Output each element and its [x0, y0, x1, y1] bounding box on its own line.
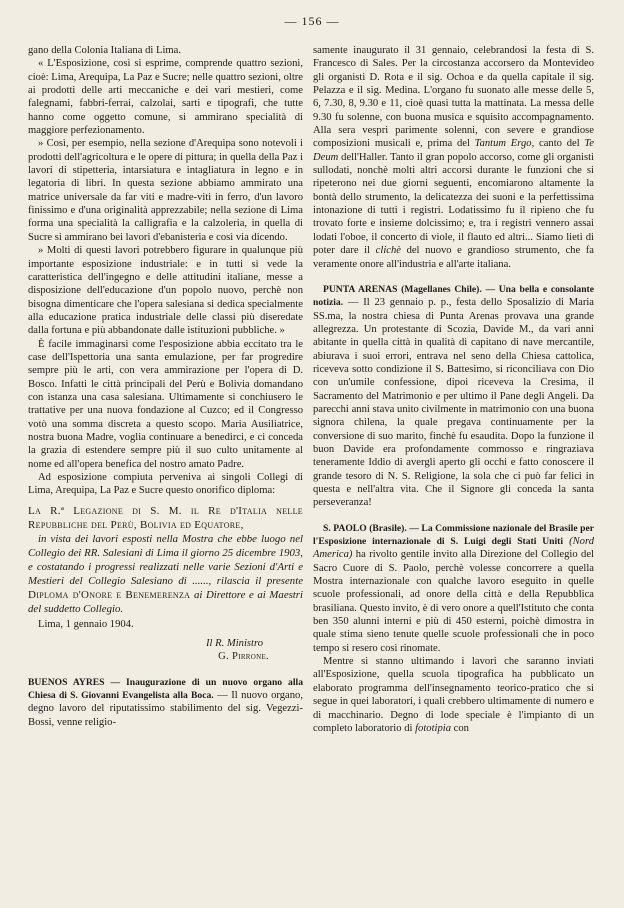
section-s-paolo [313, 522, 594, 655]
diploma-body-rilascia: rilascia il presente [216, 574, 303, 587]
paragraph: » Molti di questi lavori potrebbero figurare in qualunque più importante esposizione industriale: e in tutti si vede la caratteristica dell'ingegno e delle attitudini italiane, messe a disposizione dell'educazione d'un popolo nuovo, perchè non bisogna dimenticare che l'opera salesiana si dedica specialmente alla educazione pratica industriale delle classi più diseredate dalla fortuna e più abbandonate dalle istituzioni pubbliche. » [28, 245, 303, 337]
section-heading: S. PAOLO (Brasile). — La Commissione nazionale del Brasile per l'Esposizione internazionale di S. Luigi degli Stati Uniti [313, 522, 594, 548]
text-run: dell'Haller. Tanto il gran popolo accorso, come gli organisti sullodati, nonchè molti altri accorsi durante le funzioni che si ripeterono nei due giorni seguenti, encomiarono altamente la bontà dello strumento, la delicatezza dei suoni e la perfettissima intonazione di tutti i registri. Lodatissimo fu il ripieno che fu trovato forte e insieme dolcissimo; e, tra i registri vennero assai lodati l'oboe, il concerto di viole, il flauto ed altri... Siamo lieti di poter dare il [313, 151, 594, 257]
text-italic: clichè [375, 245, 401, 257]
text-italic: Tantum Ergo, [474, 138, 535, 150]
diploma-body-italic: in vista dei lavori esposti nella Mostra che ebbe luogo nel Collegio dei RR. Salesiani di Lima il giorno 25 dicembre 1903, e costatando i progressi realizzati nelle varie Sezioni d'Arti e Mestieri del Collegio Salesiano di ......, [28, 532, 303, 587]
right-column [313, 44, 594, 735]
text-run: Mentre si stanno ultimando i lavori che saranno inviati all'Esposizione, quella scuola tipografica ha pubblicato un elaborato programma dell'insegnamento teorico-pratico che si segue in quei laboratori, i quali crebbero ultimamente di numero e di macchinario. Degno di lode speciale è l'impianto di un completo laboratorio di [313, 656, 594, 734]
signature-name: G. Pirrone. [218, 651, 269, 663]
diploma-recipients: ai Direttore e ai Maestri del suddetto Collegio. [28, 588, 304, 615]
paragraph: » Così, per esempio, nella sezione d'Arequipa sono notevoli i prodotti dell'agricoltura e le opere di pittura; in quella della Paz i lavori di stipetteria, intarsiatura e intagliatura in legno e in legatoria di libri. In questa sezione abbiamo ammirato una matrice universale da far viti e madre-viti in ferro, d'un lavoro finissimo e d'una originalità apprezzabile; nella sezione di Lima forma una specialità la calligrafia e la calzoleria, in quella di Sucre si ammirano bei lavori d'ebanisteria e così via dicendo. [28, 138, 303, 243]
diploma-title: Diploma d'Onore e Benemerenza [28, 588, 191, 601]
paragraph [313, 655, 594, 735]
text-run: canto del [539, 138, 580, 150]
paragraph: È facile immaginarsi come l'esposizione abbia eccitato tra le case dell'Ispettoria una santa emulazione, per far progredire sempre più le arti, con vera ammirazione per l'opera di D. Bosco. Infatti le città principali del Perù e Bolivia domandano con istanza una casa salesiana. Ultimamente si conchiusero le trattative per una nuova fondazione al Cuzco; ed il Congresso votò una somma discreta a questo scopo. Maria Ausiliatrice, nostra buona Madre, voglia continuare a benedirci, e ci conceda la grazia di estendere sempre più il suo culto unitamente al nome ed all'opera benefica del nostro amato Padre. [28, 338, 303, 470]
paragraph [313, 44, 594, 271]
text-italic: (Nord America) [313, 536, 594, 561]
section-text: — Il 23 gennaio p. p., festa dello Sposalizio di Maria SS.ma, la nostra chiesa di Punta Arenas provava una grande allegrezza. Un protestante di Scozia, Davide M., da vari anni abitante in quella città in qualità di capitano di nave mercantile, abiurava i suoi errori, entrava nel seno della Chiesa cattolica, riceveva sotto condizione il S. Battesimo, si riconciliava con Dio con un'umile confessione, dipoi riceveva la Cresima, il Sacramento del Matrimonio e per ultimo il Pane degli Angeli. Da parecchi anni stava unito civilmente in matrimonio con una buona signora chilena, la quale pregava continuamente per la conversione di suo marito, finchè fu esaudita. Dopo la funzione il buon Davide era profondamente commosso e ringraziava teneramente Iddio di avergli aperto gli occhi e fatto conoscere il grande tesoro di N. S. Religione, la sola che ci può far felici in questa e nell'altra vita. Che il Signore gli conceda la santa perseveranza! [313, 297, 594, 509]
section-text: — Il nuovo organo, degno lavoro del riputatissimo stabilimento del sig. Vegezzi-Bossi, venne religio- [28, 690, 304, 728]
signature-title: Il R. Ministro [206, 638, 263, 650]
section-heading: BUENOS AYRES — Inaugurazione di un nuovo organo alla Chiesa di S. Giovanni Evangelista alla Boca. [28, 676, 303, 702]
diploma-text [28, 504, 303, 616]
text-italic: fototipia [415, 722, 451, 734]
paragraph: « L'Esposizione, così si esprime, comprende quattro sezioni, cioè: Lima, Arequipa, La Paz e Sucre; nelle quattro sezioni, oltre ai prodotti delle arti meccaniche e dei vari mestieri, come falegnami, fabbri-ferrai, calzolai, sarti e tipografi, che tutte hanno come oggetto comune, si ammirano specialità di maggiore perfezionamento. [28, 58, 303, 137]
text-run: del nuovo e grandioso strumento, che fa veramente onore all'industria e all'arte italiana. [313, 245, 594, 270]
paragraph: Ad esposizione compiuta perveniva ai singoli Collegi di Lima, Arequipa, La Paz e Sucre questo onorifico diploma: [28, 472, 303, 497]
paragraph: gano della Colonia Italiana di Lima. [28, 45, 181, 56]
diploma-date: Lima, 1 gennaio 1904. [38, 618, 134, 630]
section-punta-arenas [313, 283, 594, 510]
diploma-heading: La R.ª Legazione di S. M. il Re d'Italia nelle Repubbliche del Perù, Bolivia ed Equatore, [28, 504, 303, 531]
text-run: con [453, 722, 469, 734]
section-text: ha rivolto gentile invito alla Direzione del Collegio del Sacro Cuore di S. Paolo, perchè volesse concorrere a quella Mostra internazionale con qualche lavoro eseguito in quelle scuole professionali, ad onore della città e della Repubblica brasiliana. Questo invito, è di vero onore a quell'Istituto che conta ben 350 alunni interni e più di 450 esterni, poichè dimostra in quale stima sieno tenute quelle scuole professionali che in poco tempo si resero così rinomate. [313, 549, 594, 654]
text-run: samente inaugurato il 31 gennaio, celebrandosi la festa di S. Francesco di Sales. Per la circostanza accorsero da Montevideo gli organisti D. Rota e il sig. Ochoa e da quella capitale il sig. Pelazza e il sig. Medina. L'organo fu suonato alle messe delle 5, 6, 7.30, 8, 9.30 e 11, cioè quasi tutta la mattinata. La messa delle 9.30 fu solenne, con buona musica e squisito accompagnamento. Alla sera vespri parimente solenni, con severe e grandiose composizioni musicali e, prima del [313, 45, 594, 150]
page-number: — 156 — [284, 14, 340, 28]
left-column [28, 44, 303, 729]
text-italic: Te Deum [313, 138, 595, 163]
section-buenos-ayres [28, 676, 303, 729]
section-heading: PUNTA ARENAS (Magellanes Chile). — Una bella e consolante notizia. [313, 283, 594, 309]
diploma-body [28, 532, 303, 616]
